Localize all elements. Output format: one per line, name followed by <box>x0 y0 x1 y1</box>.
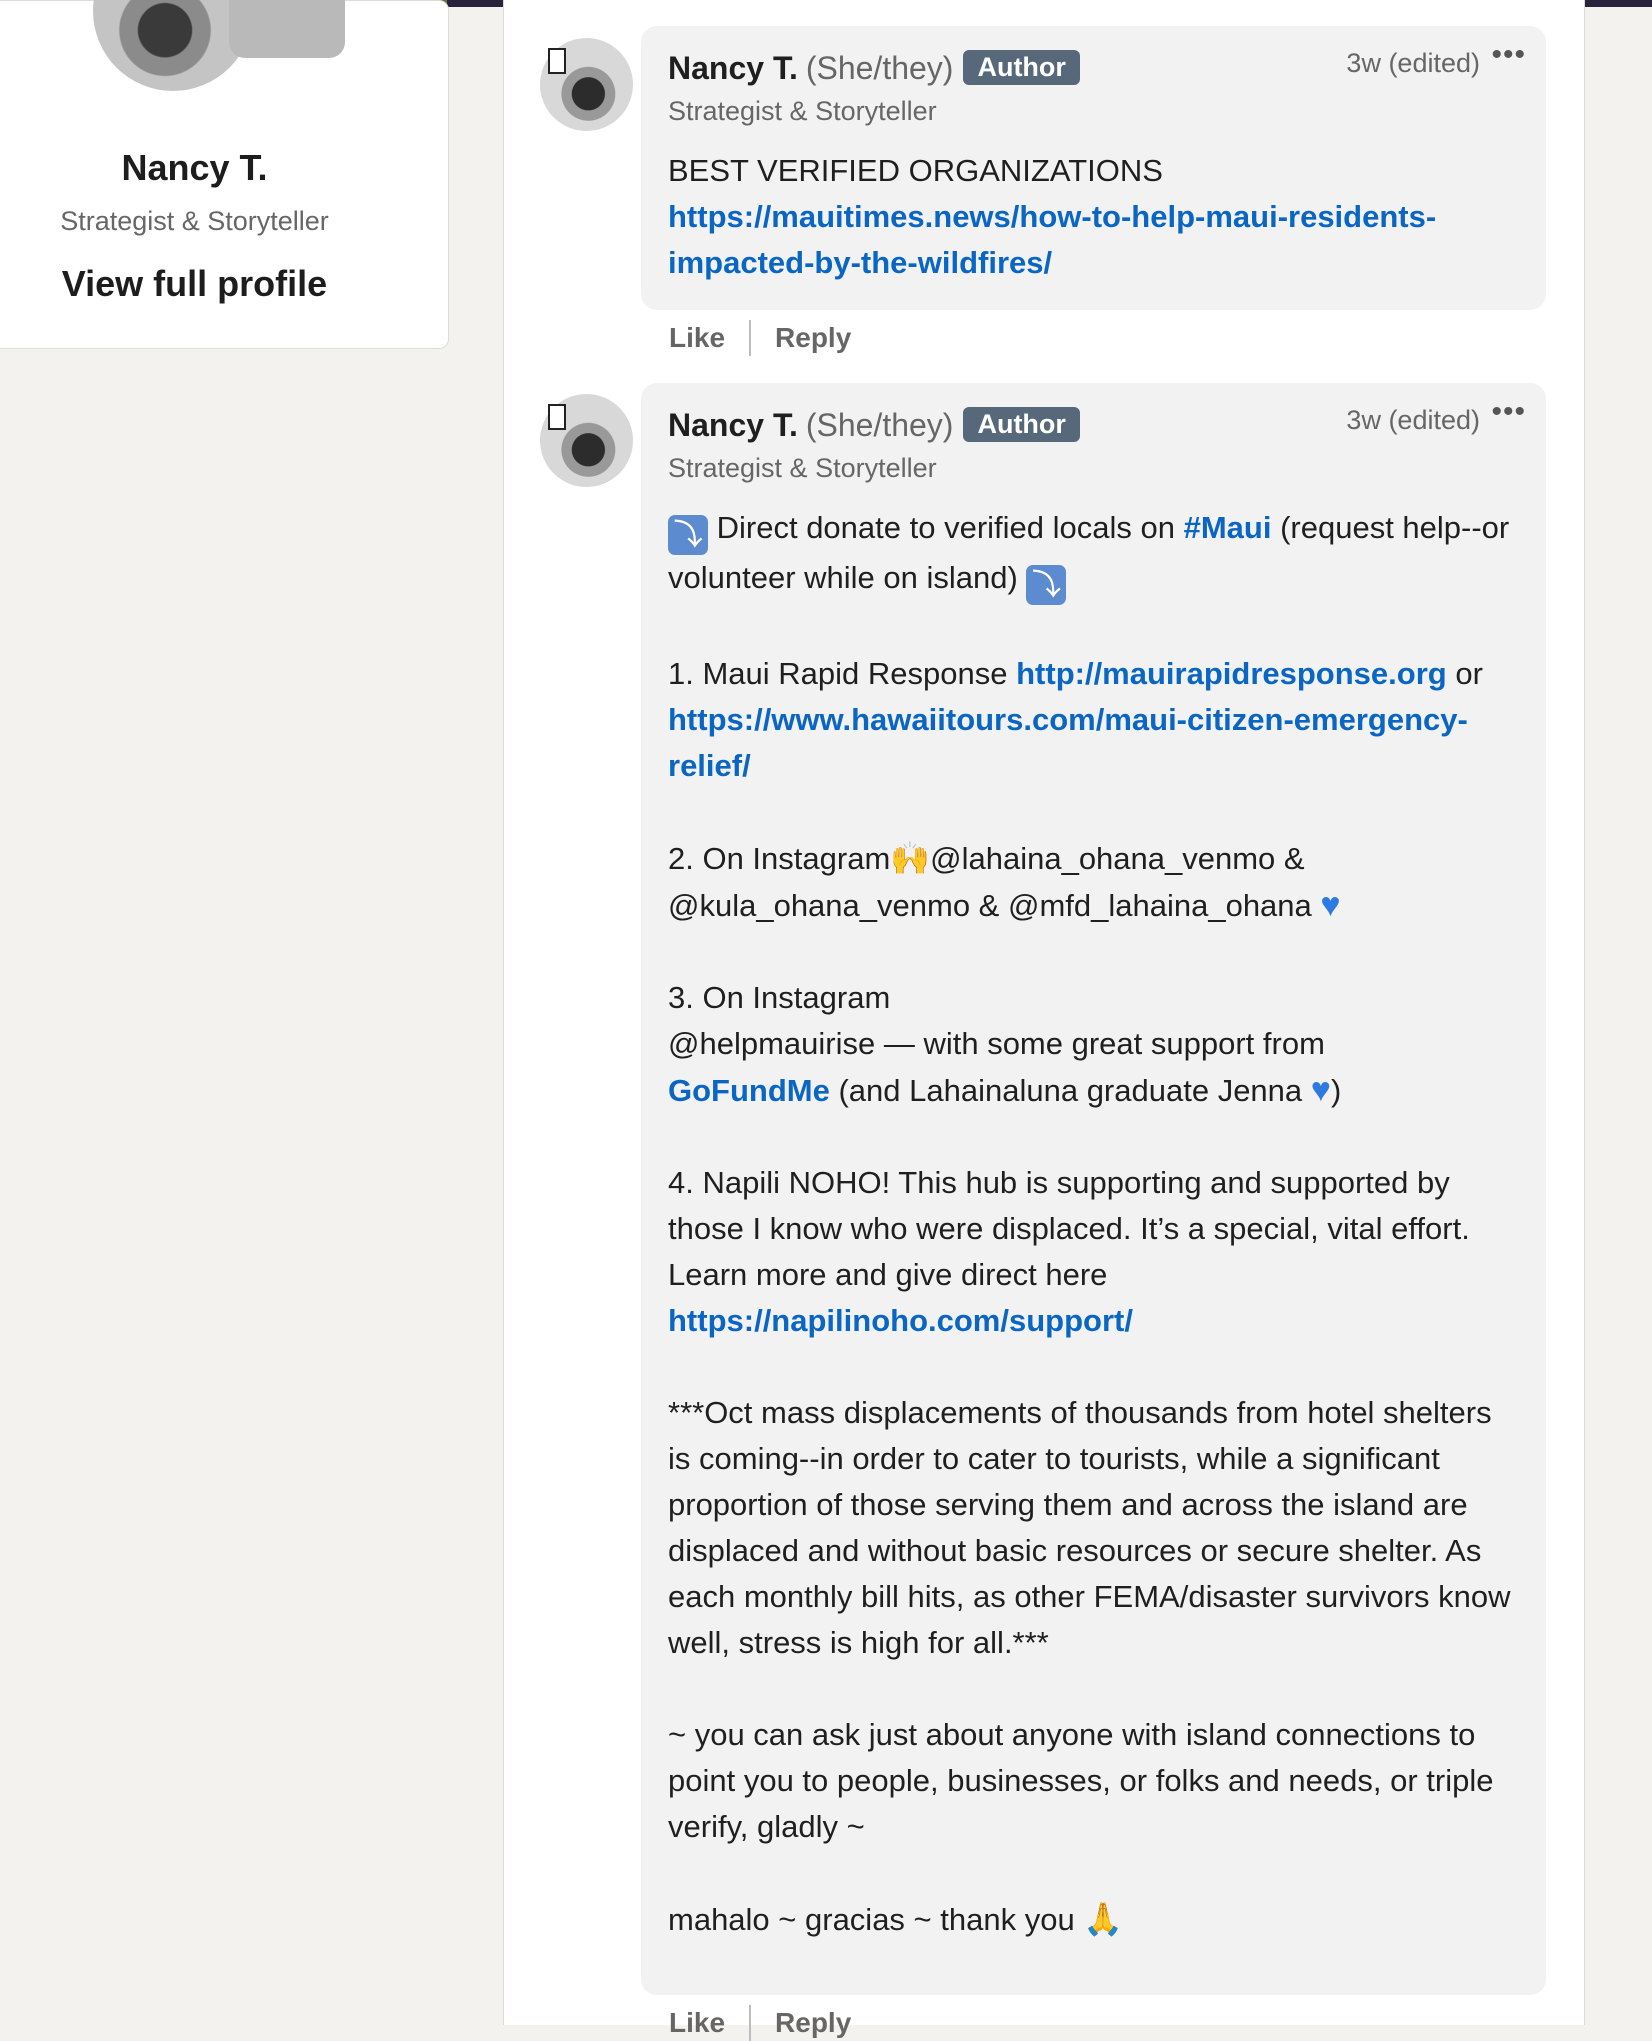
comment-author-avatar[interactable] <box>540 38 633 131</box>
item-text: @lahaina_ohana_venmo & @kula_ohana_venmo & @mfd_lahaina_ohana <box>668 841 1312 923</box>
paragraph-gap <box>668 1666 1516 1712</box>
blue-heart-emoji: ♥ <box>1320 886 1341 924</box>
comment-author-name[interactable] <box>668 407 1080 444</box>
profile-avatar-badge <box>229 0 345 58</box>
reply-button[interactable]: Reply <box>775 2007 852 2038</box>
list-item <box>668 975 1516 1114</box>
author-headline: Strategist & Storyteller <box>668 453 937 483</box>
item-text: 4. Napili NOHO! This hub is supporting and supported by those I know who were displaced. It’s a special, vital effort. Learn more and give direct here <box>668 1165 1470 1292</box>
item-text: (and Lahainaluna graduate Jenna <box>838 1073 1303 1108</box>
item-text: 2. On Instagram <box>668 841 891 876</box>
paragraph-gap <box>668 1344 1516 1390</box>
paragraph-gap <box>668 789 1516 835</box>
action-divider <box>749 2005 751 2041</box>
author-name[interactable]: Nancy T. <box>668 407 798 443</box>
author-pronouns: (She/they) <box>805 407 954 443</box>
comment-timestamp: 3w (edited) <box>1346 405 1480 435</box>
paragraph-gap <box>668 1850 1516 1896</box>
item-text: @helpmauirise — with some great support from <box>668 1026 1325 1061</box>
profile-name[interactable]: Nancy T. <box>121 147 268 188</box>
comment-actions <box>669 2005 851 2041</box>
signoff-text: mahalo ~ gracias ~ thank you <box>668 1902 1075 1937</box>
intro-text: (request help--or volunteer while on island) <box>668 510 1510 595</box>
gofundme-link[interactable]: GoFundMe <box>668 1073 830 1108</box>
blue-heart-emoji: ♥ <box>1310 1071 1331 1109</box>
comment-author-avatar[interactable] <box>540 394 633 487</box>
author-name[interactable]: Nancy T. <box>668 50 798 86</box>
more-icon[interactable]: ••• <box>1491 395 1526 428</box>
paragraph-gap <box>668 605 1516 651</box>
folded-hands-emoji: 🙏 <box>1083 1901 1124 1937</box>
hashtag-link[interactable]: #Maui <box>1183 510 1272 545</box>
item-text: 1. Maui Rapid Response <box>668 656 1008 691</box>
paragraph-gap <box>668 929 1516 975</box>
down-arrow-emoji: ⤵ <box>1026 565 1066 605</box>
item-text: 3. On Instagram <box>668 980 891 1015</box>
down-arrow-emoji: ⤵ <box>668 515 708 555</box>
avatar-detail <box>548 48 566 74</box>
item-text: ) <box>1330 1073 1342 1108</box>
paragraph-gap <box>668 1114 1516 1160</box>
comment-bubble <box>641 383 1546 1995</box>
comment-signoff <box>668 1896 1516 1943</box>
list-item <box>668 651 1516 789</box>
intro-text: Direct donate to verified locals on <box>716 510 1175 545</box>
comment-actions <box>669 320 851 356</box>
comment-link[interactable]: http://mauirapidresponse.org <box>1016 656 1447 691</box>
comment-link[interactable]: https://napilinoho.com/support/ <box>668 1303 1133 1338</box>
item-text: or <box>1455 656 1483 691</box>
comment-body <box>668 505 1516 1943</box>
profile-headline: Strategist & Storyteller <box>60 206 329 236</box>
author-headline: Strategist & Storyteller <box>668 96 937 126</box>
comment-bubble <box>641 26 1546 310</box>
comment-link[interactable]: https://www.hawaiitours.com/maui-citizen-emergency-relief/ <box>668 702 1468 783</box>
like-button[interactable]: Like <box>669 322 726 353</box>
action-divider <box>749 320 751 356</box>
author-badge: Author <box>963 50 1079 85</box>
raising-hands-emoji: 🙌 <box>890 840 931 876</box>
comment-note: ***Oct mass displacements of thousands from hotel shelters is coming--in order to cater to tourists, while a significant proportion of those serving them and across the island are displaced and without basic resources or secure shelter. As each monthly bill hits, as other FEMA/disaster survivors know well, stress is high for all.*** <box>668 1395 1511 1660</box>
comments-column <box>503 0 1585 2038</box>
list-item <box>668 835 1516 929</box>
avatar-detail <box>548 404 566 430</box>
comment-text: BEST VERIFIED ORGANIZATIONS <box>668 153 1163 188</box>
reply-button[interactable]: Reply <box>775 322 852 353</box>
comment-intro <box>668 505 1516 605</box>
comment-body <box>668 148 1516 286</box>
comment-author-name[interactable] <box>668 50 1080 87</box>
comment-link[interactable]: https://mauitimes.news/how-to-help-maui-residents-impacted-by-the-wildfires/ <box>668 199 1437 280</box>
like-button[interactable]: Like <box>669 2007 726 2038</box>
list-item <box>668 1160 1516 1344</box>
view-full-profile-link[interactable]: View full profile <box>61 263 328 304</box>
author-badge: Author <box>963 407 1079 442</box>
more-icon[interactable]: ••• <box>1491 38 1526 71</box>
author-pronouns: (She/they) <box>805 50 954 86</box>
comment-timestamp: 3w (edited) <box>1346 48 1480 78</box>
profile-card <box>0 0 449 349</box>
comment-text: ~ you can ask just about anyone with island connections to point you to people, businesses, or folks and needs, or triple verify, gladly ~ <box>668 1717 1494 1844</box>
